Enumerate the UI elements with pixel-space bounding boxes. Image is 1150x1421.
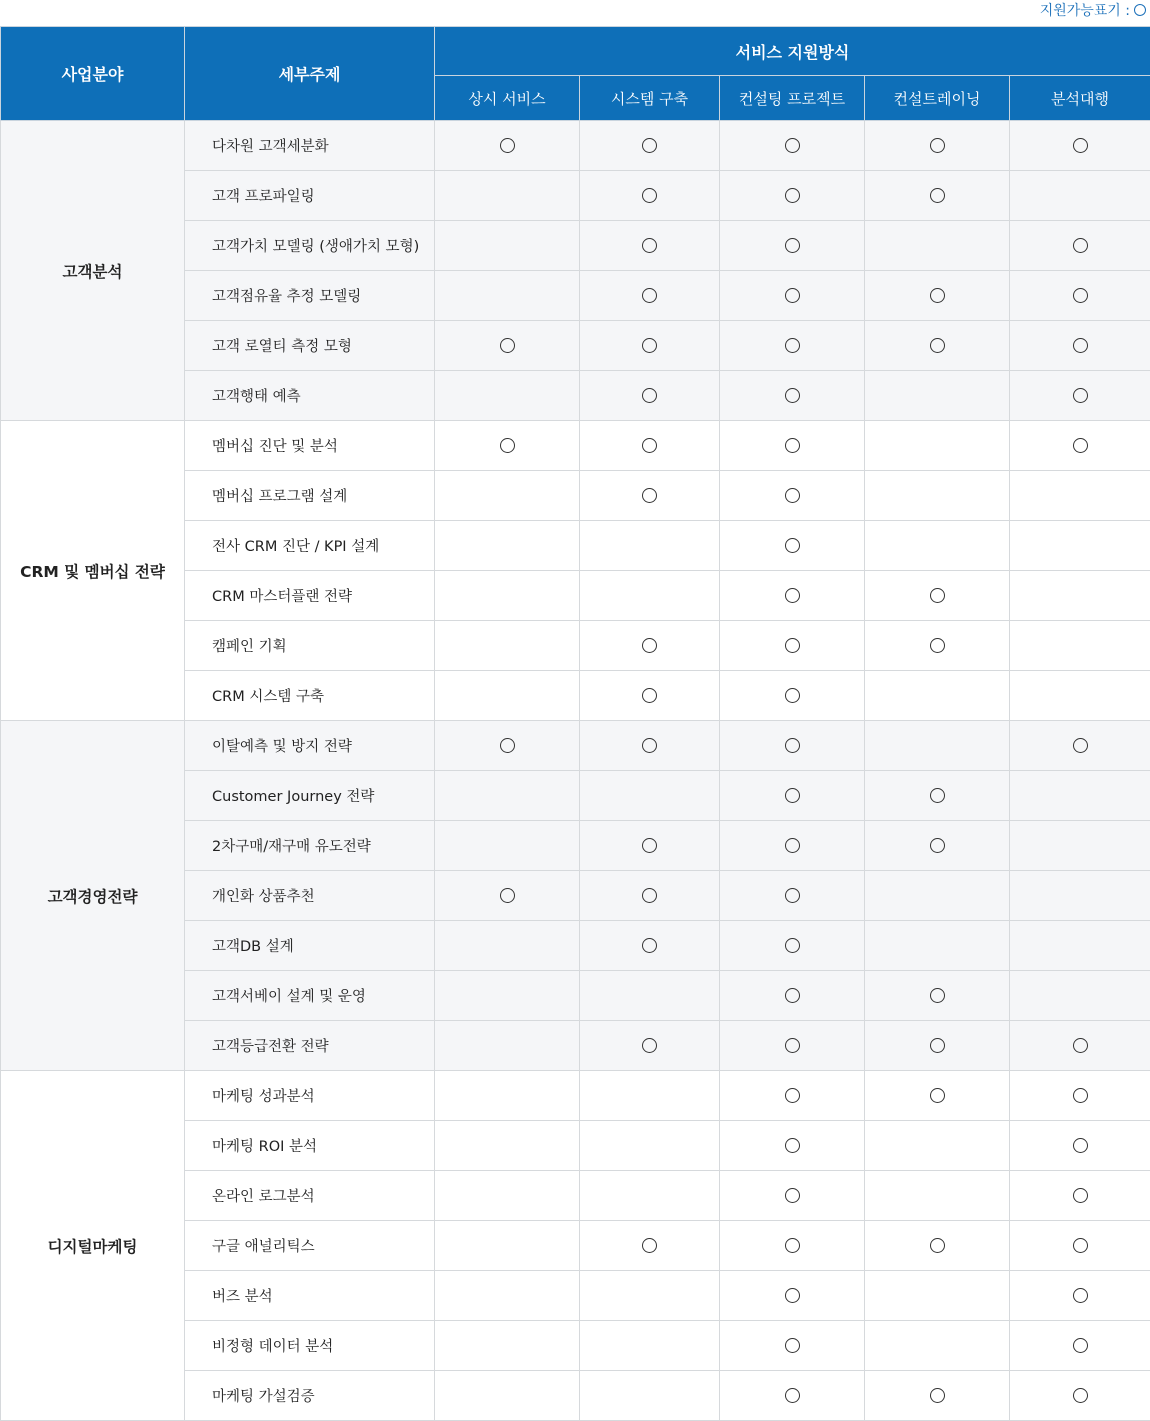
support-cell [1010, 871, 1150, 921]
support-cell [435, 971, 580, 1021]
header-service-group: 서비스 지원방식 [435, 27, 1150, 76]
topic-name: 마케팅 가설검증 [185, 1371, 435, 1421]
topic-name: 마케팅 ROI 분석 [185, 1121, 435, 1171]
supported-circle-icon [930, 788, 945, 803]
topic-name: 고객가치 모델링 (생애가치 모형) [185, 221, 435, 271]
supported-circle-icon [930, 138, 945, 153]
support-cell [865, 1121, 1010, 1171]
support-cell [865, 771, 1010, 821]
support-cell [580, 421, 720, 471]
topic-name: 이탈예측 및 방지 전략 [185, 721, 435, 771]
support-cell [865, 471, 1010, 521]
table-row [1, 721, 1150, 771]
support-cell [1010, 1171, 1150, 1221]
topic-name: CRM 마스터플랜 전략 [185, 571, 435, 621]
support-cell [720, 1121, 865, 1171]
support-cell [1010, 271, 1150, 321]
support-cell [435, 1021, 580, 1071]
supported-circle-icon [642, 888, 657, 903]
supported-circle-icon [785, 288, 800, 303]
supported-circle-icon [500, 138, 515, 153]
supported-circle-icon [642, 188, 657, 203]
support-cell [865, 971, 1010, 1021]
supported-circle-icon [642, 1038, 657, 1053]
support-cell [580, 1321, 720, 1371]
support-cell [580, 971, 720, 1021]
support-cell [865, 1321, 1010, 1371]
supported-circle-icon [642, 138, 657, 153]
supported-circle-icon [785, 138, 800, 153]
support-cell [435, 121, 580, 171]
support-cell [865, 1371, 1010, 1421]
support-cell [1010, 721, 1150, 771]
supported-circle-icon [1073, 1138, 1088, 1153]
supported-circle-icon [642, 938, 657, 953]
supported-circle-icon [785, 438, 800, 453]
support-cell [865, 421, 1010, 471]
support-cell [435, 271, 580, 321]
topic-name: 개인화 상품추천 [185, 871, 435, 921]
support-cell [435, 171, 580, 221]
support-cell [720, 1371, 865, 1421]
support-cell [720, 521, 865, 571]
supported-circle-icon [930, 288, 945, 303]
topic-name: 비정형 데이터 분석 [185, 1321, 435, 1371]
legend-label: 지원가능표기 : [1040, 0, 1130, 20]
support-cell [1010, 971, 1150, 1021]
support-cell [720, 921, 865, 971]
supported-circle-icon [785, 838, 800, 853]
support-cell [580, 271, 720, 321]
support-cell [435, 221, 580, 271]
support-cell [865, 571, 1010, 621]
support-cell [1010, 1371, 1150, 1421]
supported-circle-icon [785, 1138, 800, 1153]
support-cell [1010, 321, 1150, 371]
supported-circle-icon [1073, 1188, 1088, 1203]
support-cell [435, 1121, 580, 1171]
support-cell [1010, 421, 1150, 471]
support-cell [580, 221, 720, 271]
supported-circle-icon [930, 838, 945, 853]
field-name: 디지털마케팅 [1, 1071, 185, 1421]
support-cell [435, 671, 580, 721]
support-cell [435, 721, 580, 771]
table-row [1, 421, 1150, 471]
topic-name: 고객DB 설계 [185, 921, 435, 971]
support-cell [580, 1221, 720, 1271]
support-cell [580, 521, 720, 571]
supported-circle-icon [785, 1288, 800, 1303]
header-service: 분석대행 [1010, 76, 1150, 121]
support-cell [580, 821, 720, 871]
support-cell [435, 921, 580, 971]
field-name: CRM 및 멤버십 전략 [1, 421, 185, 721]
supported-circle-icon [642, 688, 657, 703]
supported-circle-icon [785, 1088, 800, 1103]
support-cell [435, 321, 580, 371]
supported-circle-icon [642, 1238, 657, 1253]
supported-circle-icon [785, 988, 800, 1003]
support-cell [865, 671, 1010, 721]
support-cell [1010, 171, 1150, 221]
support-cell [1010, 771, 1150, 821]
supported-circle-icon [1073, 288, 1088, 303]
support-cell [1010, 121, 1150, 171]
topic-name: 2차구매/재구매 유도전략 [185, 821, 435, 871]
support-cell [580, 171, 720, 221]
supported-circle-icon [930, 1388, 945, 1403]
support-cell [720, 1271, 865, 1321]
support-cell [435, 471, 580, 521]
support-cell [580, 671, 720, 721]
supported-circle-icon [642, 438, 657, 453]
legend [1040, 0, 1146, 20]
supported-circle-icon [1073, 1038, 1088, 1053]
header-service: 컨설팅 프로젝트 [720, 76, 865, 121]
support-cell [580, 871, 720, 921]
field-name: 고객경영전략 [1, 721, 185, 1071]
support-cell [865, 371, 1010, 421]
support-cell [580, 1271, 720, 1321]
supported-circle-icon [785, 688, 800, 703]
supported-circle-icon [642, 838, 657, 853]
supported-circle-icon [1073, 1238, 1088, 1253]
header-service: 시스템 구축 [580, 76, 720, 121]
support-cell [435, 571, 580, 621]
topic-name: 고객 로열티 측정 모형 [185, 321, 435, 371]
group-section [1, 1071, 1150, 1421]
support-cell [720, 1021, 865, 1071]
supported-circle-icon [785, 788, 800, 803]
supported-circle-icon [642, 638, 657, 653]
field-name: 고객분석 [1, 121, 185, 421]
topic-name: 온라인 로그분석 [185, 1171, 435, 1221]
topic-name: 캠페인 기획 [185, 621, 435, 671]
support-cell [720, 221, 865, 271]
support-cell [865, 621, 1010, 671]
supported-circle-icon [1073, 1388, 1088, 1403]
support-cell [865, 221, 1010, 271]
support-cell [580, 621, 720, 671]
support-cell [720, 821, 865, 871]
support-cell [580, 771, 720, 821]
supported-circle-icon [500, 888, 515, 903]
supported-circle-icon [500, 338, 515, 353]
group-section [1, 421, 1150, 721]
supported-circle-icon [785, 338, 800, 353]
support-cell [720, 721, 865, 771]
supported-circle-icon [1073, 1338, 1088, 1353]
topic-name: 고객서베이 설계 및 운영 [185, 971, 435, 1021]
supported-circle-icon [785, 238, 800, 253]
support-cell [580, 571, 720, 621]
supported-circle-icon [785, 588, 800, 603]
supported-circle-icon [785, 488, 800, 503]
support-cell [1010, 1021, 1150, 1071]
support-cell [580, 721, 720, 771]
support-cell [1010, 621, 1150, 671]
group-section [1, 721, 1150, 1071]
support-cell [580, 1071, 720, 1121]
topic-name: 멤버십 프로그램 설계 [185, 471, 435, 521]
support-cell [865, 1021, 1010, 1071]
support-cell [865, 1071, 1010, 1121]
support-cell [1010, 471, 1150, 521]
support-cell [435, 1271, 580, 1321]
support-cell [1010, 571, 1150, 621]
supported-circle-icon [930, 988, 945, 1003]
supported-circle-icon [1073, 438, 1088, 453]
supported-circle-icon [642, 238, 657, 253]
support-cell [865, 871, 1010, 921]
supported-circle-icon [930, 188, 945, 203]
support-cell [720, 1171, 865, 1221]
support-cell [720, 621, 865, 671]
table-row [1, 121, 1150, 171]
support-cell [1010, 1321, 1150, 1371]
support-cell [720, 321, 865, 371]
header-field: 사업분야 [1, 27, 185, 121]
topic-name: 버즈 분석 [185, 1271, 435, 1321]
support-cell [435, 771, 580, 821]
supported-circle-icon [1073, 1288, 1088, 1303]
support-cell [720, 371, 865, 421]
supported-circle-icon [642, 738, 657, 753]
topic-name: 고객행태 예측 [185, 371, 435, 421]
supported-circle-icon [642, 388, 657, 403]
support-cell [1010, 371, 1150, 421]
supported-circle-icon [1073, 138, 1088, 153]
support-cell [435, 871, 580, 921]
support-cell [720, 121, 865, 171]
support-cell [1010, 671, 1150, 721]
support-cell [865, 321, 1010, 371]
header-service: 상시 서비스 [435, 76, 580, 121]
supported-circle-icon [1073, 738, 1088, 753]
support-cell [720, 871, 865, 921]
supported-circle-icon [500, 438, 515, 453]
support-cell [580, 1121, 720, 1171]
support-cell [435, 371, 580, 421]
table-row [1, 1071, 1150, 1121]
support-cell [720, 771, 865, 821]
header-topic: 세부주제 [185, 27, 435, 121]
support-cell [1010, 1071, 1150, 1121]
supported-circle-icon [785, 538, 800, 553]
support-cell [435, 621, 580, 671]
header-service: 컨설트레이닝 [865, 76, 1010, 121]
supported-circle-icon [785, 888, 800, 903]
support-cell [720, 471, 865, 521]
topic-name: CRM 시스템 구축 [185, 671, 435, 721]
supported-circle-icon [785, 738, 800, 753]
supported-circle-icon [500, 738, 515, 753]
supported-circle-icon [642, 338, 657, 353]
supported-circle-icon [785, 1388, 800, 1403]
supported-circle-icon [1073, 238, 1088, 253]
support-cell [1010, 1271, 1150, 1321]
support-cell [435, 1371, 580, 1421]
support-cell [865, 171, 1010, 221]
support-cell [435, 1071, 580, 1121]
supported-circle-icon [1073, 338, 1088, 353]
supported-circle-icon [930, 588, 945, 603]
support-cell [1010, 921, 1150, 971]
topic-name: 구글 애널리틱스 [185, 1221, 435, 1271]
support-cell [865, 1221, 1010, 1271]
group-section [1, 121, 1150, 421]
supported-circle-icon [930, 1088, 945, 1103]
supported-circle-icon [785, 1238, 800, 1253]
supported-circle-icon [785, 938, 800, 953]
support-cell [865, 1271, 1010, 1321]
support-cell [720, 571, 865, 621]
support-cell [435, 521, 580, 571]
support-cell [720, 421, 865, 471]
support-cell [580, 921, 720, 971]
support-cell [1010, 821, 1150, 871]
support-cell [435, 821, 580, 871]
topic-name: 고객등급전환 전략 [185, 1021, 435, 1071]
support-cell [720, 271, 865, 321]
support-cell [580, 1171, 720, 1221]
supported-circle-icon [785, 1338, 800, 1353]
support-cell [865, 271, 1010, 321]
topic-name: 전사 CRM 진단 / KPI 설계 [185, 521, 435, 571]
topic-name: 고객점유율 추정 모델링 [185, 271, 435, 321]
support-cell [1010, 1221, 1150, 1271]
support-cell [720, 1321, 865, 1371]
support-cell [720, 1071, 865, 1121]
supported-circle-icon [785, 188, 800, 203]
support-cell [580, 121, 720, 171]
supported-circle-icon [1073, 1088, 1088, 1103]
support-cell [720, 671, 865, 721]
support-cell [580, 1021, 720, 1071]
supported-circle-icon [785, 1188, 800, 1203]
topic-name: 다차원 고객세분화 [185, 121, 435, 171]
supported-circle-icon [642, 488, 657, 503]
support-cell [435, 421, 580, 471]
supported-circle-icon [1073, 388, 1088, 403]
support-cell [1010, 221, 1150, 271]
supported-circle-icon [930, 638, 945, 653]
circle-mark-icon [1134, 4, 1146, 16]
supported-circle-icon [642, 288, 657, 303]
support-cell [865, 121, 1010, 171]
supported-circle-icon [785, 1038, 800, 1053]
topic-name: 마케팅 성과분석 [185, 1071, 435, 1121]
support-cell [865, 821, 1010, 871]
support-cell [1010, 521, 1150, 571]
support-cell [580, 471, 720, 521]
support-cell [865, 921, 1010, 971]
support-cell [580, 371, 720, 421]
supported-circle-icon [930, 1238, 945, 1253]
support-cell [865, 521, 1010, 571]
supported-circle-icon [785, 638, 800, 653]
support-cell [865, 721, 1010, 771]
support-cell [435, 1171, 580, 1221]
supported-circle-icon [930, 1038, 945, 1053]
support-cell [720, 971, 865, 1021]
support-cell [435, 1321, 580, 1371]
support-cell [580, 321, 720, 371]
topic-name: 고객 프로파일링 [185, 171, 435, 221]
service-support-table [0, 26, 1150, 1421]
support-cell [865, 1171, 1010, 1221]
support-cell [1010, 1121, 1150, 1171]
support-cell [720, 1221, 865, 1271]
topic-name: Customer Journey 전략 [185, 771, 435, 821]
support-cell [580, 1371, 720, 1421]
support-cell [435, 1221, 580, 1271]
supported-circle-icon [930, 338, 945, 353]
support-cell [720, 171, 865, 221]
topic-name: 멤버십 진단 및 분석 [185, 421, 435, 471]
supported-circle-icon [785, 388, 800, 403]
